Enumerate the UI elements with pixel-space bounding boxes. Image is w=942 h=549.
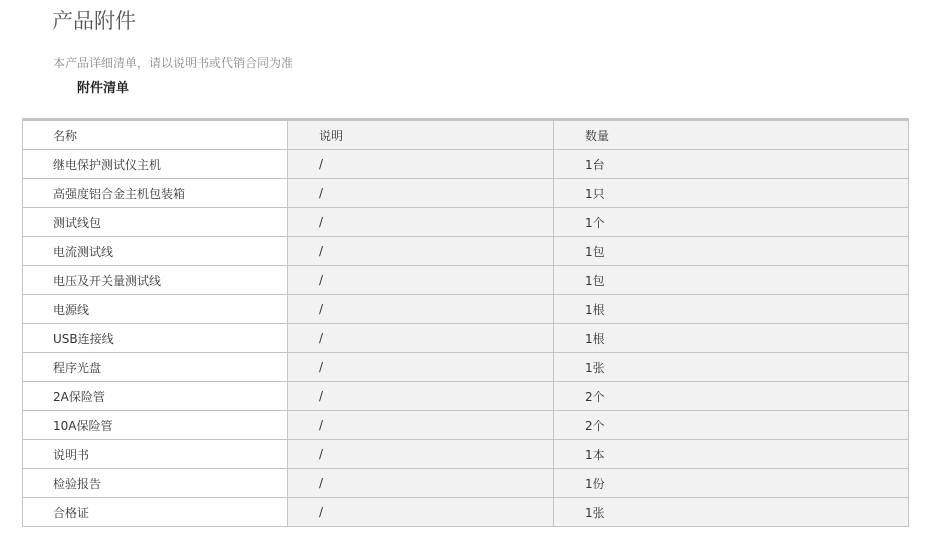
item-description-cell: / xyxy=(288,150,554,179)
item-quantity-cell: 2个 xyxy=(554,411,909,440)
table-row xyxy=(23,440,909,469)
item-description-cell: / xyxy=(288,382,554,411)
header-description: 说明 xyxy=(288,120,554,150)
section-title: 产品附件 xyxy=(52,9,136,33)
item-quantity-cell: 1台 xyxy=(554,150,909,179)
table-row xyxy=(23,353,909,382)
accessories-table xyxy=(22,118,909,527)
item-name-cell: 电源线 xyxy=(23,295,288,324)
item-description-cell: / xyxy=(288,295,554,324)
item-quantity-cell: 2个 xyxy=(554,382,909,411)
item-description-cell: / xyxy=(288,208,554,237)
item-quantity-cell: 1只 xyxy=(554,179,909,208)
item-name-cell: USB连接线 xyxy=(23,324,288,353)
item-description-cell: / xyxy=(288,411,554,440)
item-quantity-cell: 1包 xyxy=(554,266,909,295)
item-description-cell: / xyxy=(288,498,554,527)
table-row xyxy=(23,237,909,266)
item-description-cell: / xyxy=(288,353,554,382)
item-description-cell: / xyxy=(288,469,554,498)
item-name-cell: 高强度铝合金主机包装箱 xyxy=(23,179,288,208)
item-quantity-cell: 1张 xyxy=(554,498,909,527)
item-description-cell: / xyxy=(288,179,554,208)
item-name-cell: 继电保护测试仪主机 xyxy=(23,150,288,179)
item-description-cell: / xyxy=(288,237,554,266)
table-row xyxy=(23,411,909,440)
list-title: 附件清单 xyxy=(77,81,130,96)
item-name-cell: 程序光盘 xyxy=(23,353,288,382)
item-quantity-cell: 1本 xyxy=(554,440,909,469)
item-description-cell: / xyxy=(288,266,554,295)
item-name-cell: 电流测试线 xyxy=(23,237,288,266)
item-quantity-cell: 1张 xyxy=(554,353,909,382)
table-row xyxy=(23,382,909,411)
item-description-cell: / xyxy=(288,440,554,469)
item-name-cell: 说明书 xyxy=(23,440,288,469)
item-name-cell: 2A保险管 xyxy=(23,382,288,411)
item-description-cell: / xyxy=(288,324,554,353)
table-row xyxy=(23,469,909,498)
table-row xyxy=(23,295,909,324)
table-row xyxy=(23,498,909,527)
item-name-cell: 检验报告 xyxy=(23,469,288,498)
header-name: 名称 xyxy=(23,120,288,150)
table-row xyxy=(23,324,909,353)
table-row xyxy=(23,179,909,208)
item-quantity-cell: 1根 xyxy=(554,324,909,353)
item-quantity-cell: 1份 xyxy=(554,469,909,498)
list-note: 本产品详细清单，请以说明书或代销合同为准 xyxy=(53,56,294,70)
table-row xyxy=(23,208,909,237)
table-header-row xyxy=(23,120,909,150)
accessories-table-body xyxy=(23,120,909,527)
header-quantity: 数量 xyxy=(554,120,909,150)
item-quantity-cell: 1个 xyxy=(554,208,909,237)
item-quantity-cell: 1根 xyxy=(554,295,909,324)
table-row xyxy=(23,150,909,179)
item-quantity-cell: 1包 xyxy=(554,237,909,266)
item-name-cell: 电压及开关量测试线 xyxy=(23,266,288,295)
item-name-cell: 合格证 xyxy=(23,498,288,527)
item-name-cell: 10A保险管 xyxy=(23,411,288,440)
item-name-cell: 测试线包 xyxy=(23,208,288,237)
table-row xyxy=(23,266,909,295)
